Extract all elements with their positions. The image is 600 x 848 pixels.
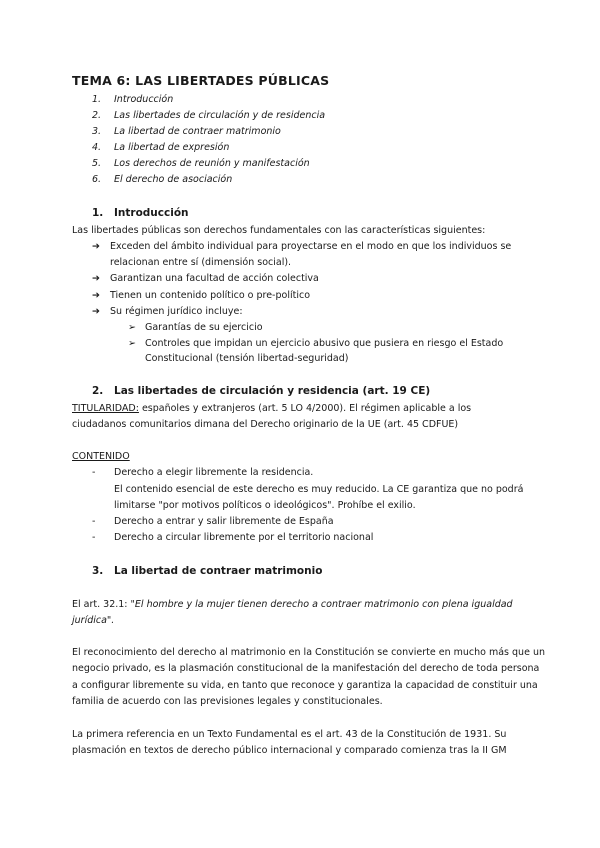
bullet-item: ➔ Garantizan una facultad de acción colectiva	[92, 273, 319, 284]
section-3-heading: 3. La libertad de contraer matrimonio	[92, 565, 323, 577]
toc-item: 4. La libertad de expresión	[92, 142, 230, 153]
section-1-intro: Las libertades públicas son derechos fundamentales con las características siguientes:	[72, 225, 486, 236]
bullet-item: ➔ Tienen un contenido político o pre-político	[92, 290, 311, 301]
paragraph-line: El reconocimiento del derecho al matrimonio en la Constitución se convierte en mucho más que un	[72, 647, 545, 658]
sub-bullet-item: ➢ Controles que impidan un ejercicio abusivo que pusiera en riesgo el Estado	[128, 338, 504, 349]
article-quote-continuation: jurídica".	[72, 615, 115, 626]
list-item: - Derecho a entrar y salir libremente de España	[92, 516, 334, 527]
contenido-label: CONTENIDO	[72, 451, 130, 462]
paragraph-line: La primera referencia en un Texto Fundamental es el art. 43 de la Constitución de 1931. Su	[72, 729, 507, 740]
triangle-arrow-icon: ➢	[128, 322, 136, 333]
arrow-icon: ➔	[92, 306, 100, 317]
triangle-arrow-icon: ➢	[128, 338, 136, 349]
toc-item: 2. Las libertades de circulación y de residencia	[92, 110, 326, 121]
arrow-icon: ➔	[92, 290, 100, 301]
list-item-continuation: El contenido esencial de este derecho es muy reducido. La CE garantiza que no podrá	[114, 484, 524, 495]
section-2-heading: 2. Las libertades de circulación y residencia (art. 19 CE)	[92, 385, 431, 397]
page-title: TEMA 6: LAS LIBERTADES PÚBLICAS	[72, 73, 330, 88]
titularidad-line-2: ciudadanos comunitarios dimana del Derecho originario de la UE (art. 45 CDFUE)	[72, 419, 459, 430]
toc-item: 5. Los derechos de reunión y manifestación	[92, 158, 310, 169]
bullet-item: ➔ Su régimen jurídico incluye:	[92, 306, 243, 317]
paragraph-line: a configurar libremente su vida, en tanto que reconoce y garantiza la capacidad de constituir una	[72, 680, 538, 691]
paragraph-line: familia de acuerdo con las previsiones legales y constitucionales.	[72, 696, 383, 707]
titularidad-label: TITULARIDAD:	[72, 403, 139, 414]
list-item: - Derecho a elegir libremente la residencia.	[92, 467, 314, 478]
sub-bullet-continuation: Constitucional (tensión libertad-seguridad)	[145, 353, 349, 364]
list-item: - Derecho a circular libremente por el territorio nacional	[92, 532, 374, 543]
arrow-icon: ➔	[92, 273, 100, 284]
list-item-continuation: limitarse "por motivos políticos o ideológicos". Prohíbe el exilio.	[114, 500, 416, 511]
titularidad-line: TITULARIDAD: españoles y extranjeros (art. 5 LO 4/2000). El régimen aplicable a los	[72, 403, 472, 414]
article-quote: El art. 32.1: "El hombre y la mujer tienen derecho a contraer matrimonio con plena igualdad	[72, 599, 513, 610]
toc-item: 3. La libertad de contraer matrimonio	[92, 126, 281, 137]
paragraph-line: negocio privado, es la plasmación constitucional de la manifestación del derecho de toda persona	[72, 663, 540, 674]
bullet-item-continuation: relacionan entre sí (dimensión social).	[110, 257, 292, 268]
sub-bullet-item: ➢ Garantías de su ejercicio	[128, 322, 263, 333]
section-1-heading: 1. Introducción	[92, 207, 189, 219]
bullet-item: ➔ Exceden del ámbito individual para proyectarse en el modo en que los individuos se	[92, 241, 512, 252]
toc-item: 1. Introducción	[92, 94, 174, 105]
paragraph-line: plasmación en textos de derecho público internacional y comparado comienza tras la II GM	[72, 745, 507, 756]
toc-item: 6. El derecho de asociación	[92, 174, 233, 185]
arrow-icon: ➔	[92, 241, 100, 252]
